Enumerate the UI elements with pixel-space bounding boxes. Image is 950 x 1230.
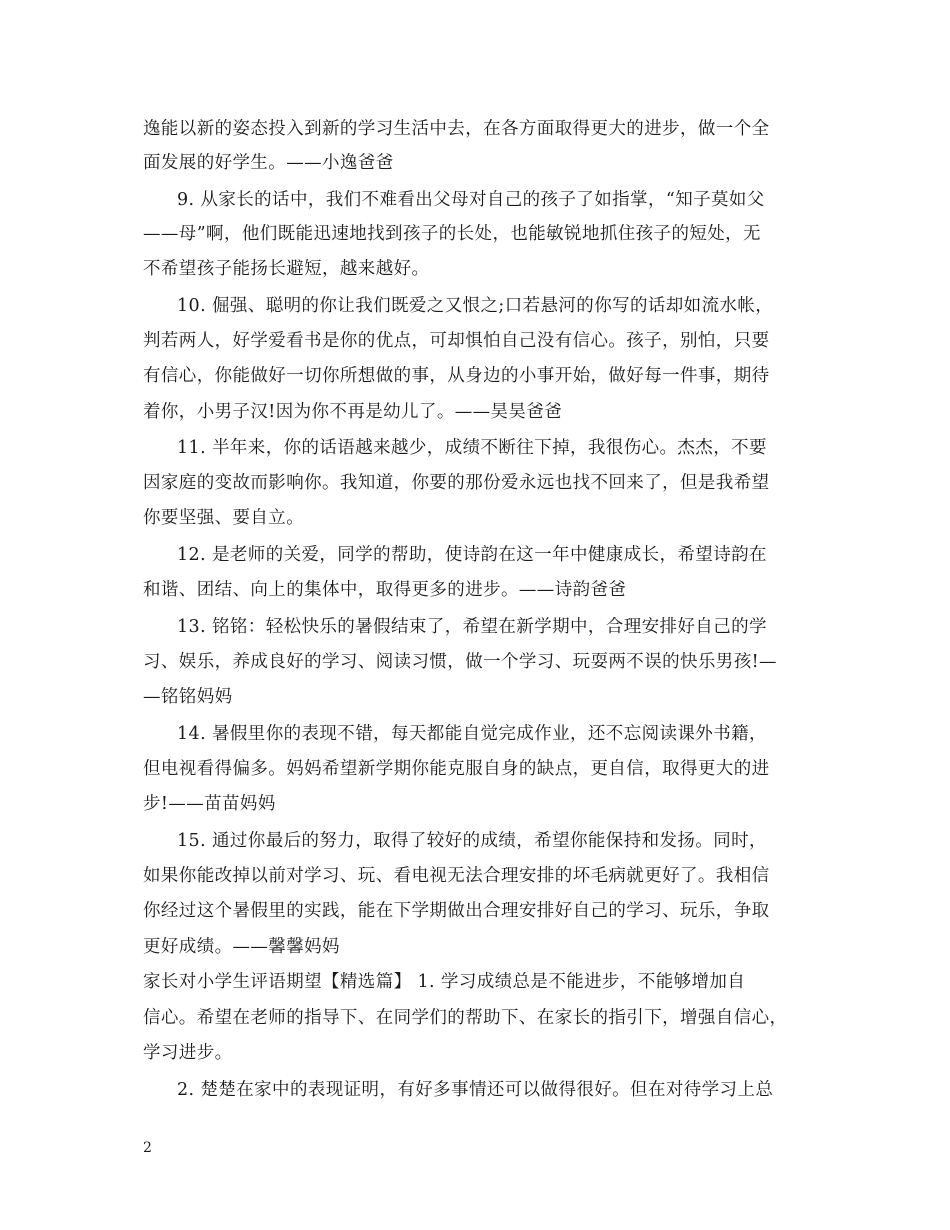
text-line: 逸能以新的姿态投入到新的学习生活中去，在各方面取得更大的进步，做一个全	[143, 119, 770, 139]
text-line: 习、娱乐，养成良好的学习、阅读习惯，做一个学习、玩耍两不误的快乐男孩!—	[143, 652, 777, 672]
text-line: 和谐、团结、向上的集体中，取得更多的进步。——诗韵爸爸	[143, 580, 627, 600]
paragraph-12-start: 12. 是老师的关爱，同学的帮助，使诗韵在这一年中健康成长，希望诗韵在	[177, 545, 767, 565]
paragraph-9-start: 9. 从家长的话中，我们不难看出父母对自己的孩子了如指掌，“知子莫如父	[177, 190, 765, 210]
text-line: 有信心，你能做好一切你所想做的事，从身边的小事开始，做好每一件事，期待	[143, 366, 770, 386]
text-line: ——母”啊，他们既能迅速地找到孩子的长处，也能敏锐地抓住孩子的短处，无	[143, 224, 761, 244]
text-line: 你要坚强、要自立。	[143, 508, 305, 528]
text-line: 判若两人，好学爱看书是你的优点，可却惧怕自己没有信心。孩子，别怕，只要	[143, 331, 770, 351]
text-line: 着你，小男子汉!因为你不再是幼儿了。——昊昊爸爸	[143, 402, 563, 422]
text-line: 不希望孩子能扬长避短，越来越好。	[143, 259, 430, 279]
text-line: 信心。希望在老师的指导下、在同学们的帮助下、在家长的指引下，增强自信心，	[143, 1008, 788, 1028]
paragraph-11-start: 11. 半年来，你的话语越来越少，成绩不断往下掉，我很伤心。杰杰，不要	[177, 438, 767, 458]
paragraph-15-start: 15. 通过你最后的努力，取得了较好的成绩，希望你能保持和发扬。同时，	[177, 831, 767, 851]
text-line: 更好成绩。——馨馨妈妈	[143, 937, 340, 957]
paragraph-13-start: 13. 铭铭：轻松快乐的暑假结束了，希望在新学期中，合理安排好自己的学	[177, 617, 767, 637]
text-line: 面发展的好学生。——小逸爸爸	[143, 153, 394, 173]
paragraph-10-start: 10. 倔强、聪明的你让我们既爱之又恨之;口若悬河的你写的话却如流水帐，	[177, 296, 774, 316]
text-line: 学习进步。	[143, 1043, 233, 1063]
section-heading-line: 家长对小学生评语期望【精选篇】 1. 学习成绩总是不能进步，不能够增加自	[143, 972, 746, 992]
text-line: 步!——苗苗妈妈	[143, 794, 276, 814]
text-line: —铭铭妈妈	[143, 687, 233, 707]
text-line: 你经过这个暑假里的实践，能在下学期做出合理安排好自己的学习、玩乐，争取	[143, 901, 770, 921]
page-number: 2	[143, 1140, 152, 1156]
text-line: 因家庭的变故而影响你。我知道，你要的那份爱永远也找不回来了，但是我希望	[143, 473, 770, 493]
text-line: 如果你能改掉以前对学习、玩、看电视无法合理安排的坏毛病就更好了。我相信	[143, 866, 770, 886]
paragraph-14-start: 14. 暑假里你的表现不错，每天都能自觉完成作业，还不忘阅读课外书籍，	[177, 724, 767, 744]
paragraph-2-start: 2. 楚楚在家中的表现证明，有好多事情还可以做得很好。但在对待学习上总	[177, 1080, 774, 1100]
text-line: 但电视看得偏多。妈妈希望新学期你能克服自身的缺点，更自信，取得更大的进	[143, 759, 770, 779]
